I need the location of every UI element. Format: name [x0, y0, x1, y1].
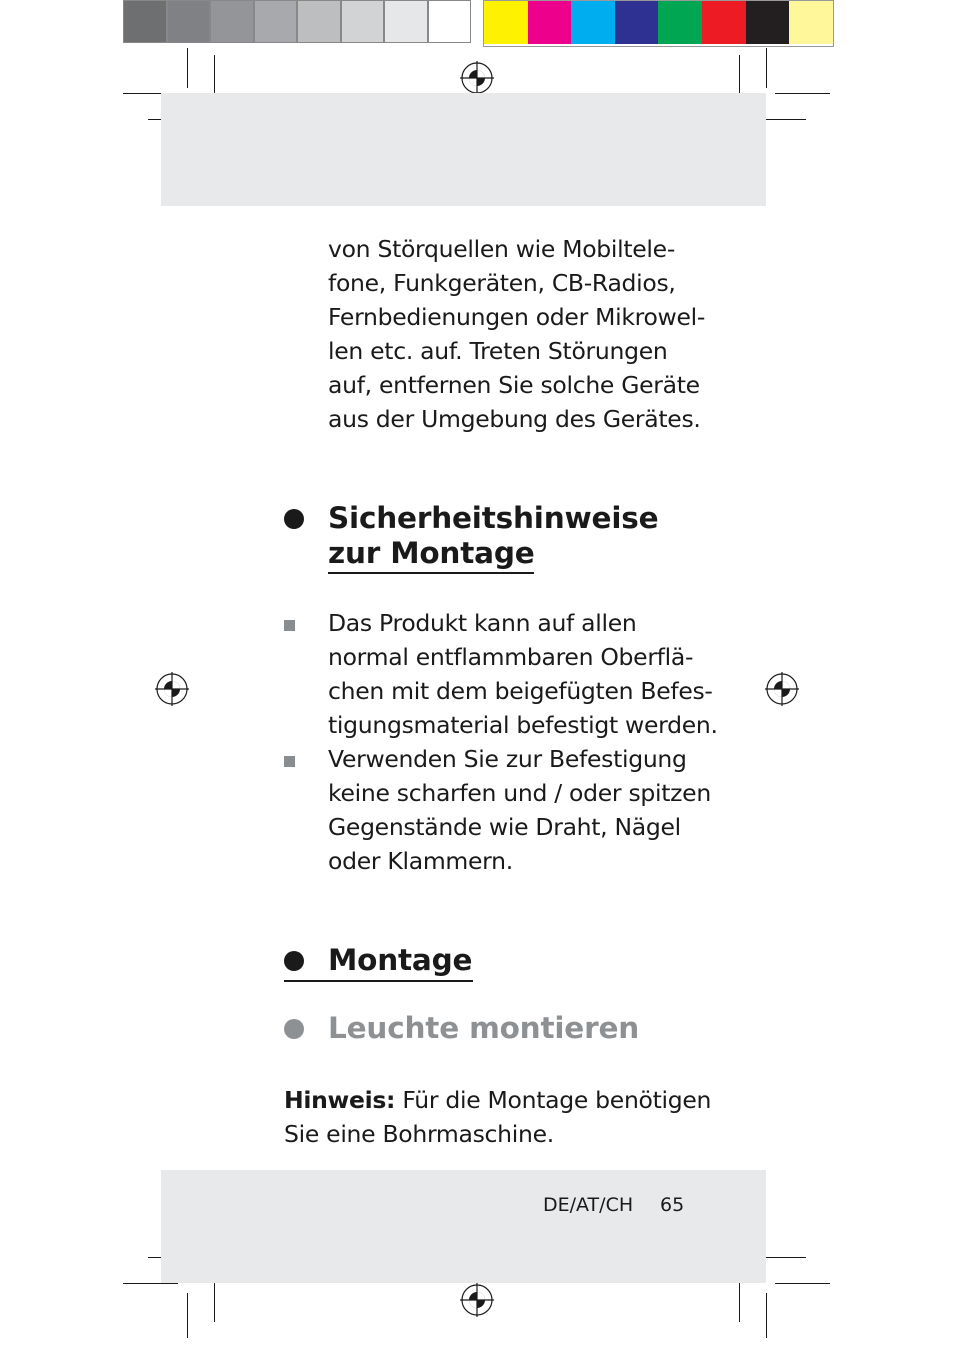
- gray-calibration-bar: [123, 0, 471, 45]
- gray-swatch: [167, 0, 211, 43]
- crop-mark: [775, 93, 830, 94]
- crop-mark: [739, 1277, 740, 1322]
- color-swatch: [571, 1, 615, 44]
- crosshair-circle-icon: [460, 1283, 494, 1317]
- gray-swatch: [210, 0, 254, 43]
- color-swatch: [789, 1, 833, 44]
- section-bullet-icon: [284, 509, 304, 529]
- color-swatch: [615, 1, 659, 44]
- crop-mark: [775, 1283, 830, 1284]
- color-swatch: [484, 1, 528, 44]
- page-number: 65: [660, 1194, 685, 1216]
- color-swatch: [746, 1, 790, 44]
- crop-mark: [187, 48, 188, 88]
- header-panel: [161, 93, 766, 206]
- note-label: Hinweis:: [284, 1086, 396, 1114]
- list-item: Verwenden Sie zur Befestigung keine scharfen und / oder spitzen Gegenstände wie Draht, Nägel oder Klammern.: [328, 745, 711, 875]
- crop-mark: [123, 1283, 178, 1284]
- footer-region: DE/AT/CH: [543, 1194, 634, 1216]
- gray-swatch: [123, 0, 167, 43]
- gray-swatch: [384, 0, 428, 43]
- gray-swatch: [254, 0, 298, 43]
- note-paragraph: Hinweis: Für die Montage benötigen Sie eine Bohrmaschine.: [284, 1086, 712, 1148]
- crop-mark: [759, 119, 806, 120]
- subsection-bullet-icon: [284, 1019, 304, 1039]
- list-square-icon: [284, 756, 295, 767]
- gray-swatch: [297, 0, 341, 43]
- color-swatch: [658, 1, 702, 44]
- color-swatch: [528, 1, 572, 44]
- color-calibration-bar: [483, 0, 834, 47]
- section-title-montage: Montage: [328, 943, 473, 977]
- footer-panel: [161, 1170, 766, 1283]
- crosshair-circle-icon: [155, 672, 189, 706]
- title-underline: [328, 572, 534, 574]
- crosshair-circle-icon: [765, 672, 799, 706]
- note-text: Für die Montage benötigen: [395, 1086, 712, 1114]
- title-underline: [284, 980, 473, 982]
- section-bullet-icon: [284, 951, 304, 971]
- intro-paragraph: von Störquellen wie Mobiltele- fone, Funkgeräten, CB-Radios, Fernbedienungen oder Mikrowel- len etc. auf. Treten Störungen auf, entfernen Sie solche Geräte aus der Umgebung des Gerätes.: [328, 235, 706, 433]
- crosshair-circle-icon: [460, 61, 494, 95]
- crop-mark: [187, 1293, 188, 1338]
- color-swatch: [702, 1, 746, 44]
- gray-swatch: [341, 0, 385, 43]
- crop-mark: [214, 1277, 215, 1322]
- list-item: Das Produkt kann auf allen normal entflammbaren Oberflä- chen mit dem beigefügten Befes- tigungsmaterial befestigt werden.: [328, 609, 718, 739]
- crop-mark: [759, 1257, 806, 1258]
- list-square-icon: [284, 620, 295, 631]
- crop-mark: [766, 48, 767, 88]
- subsection-title-leuchte: Leuchte montieren: [328, 1011, 640, 1045]
- gray-swatch: [428, 0, 472, 43]
- crop-mark: [766, 1293, 767, 1338]
- section-title-safety: Sicherheitshinweise zur Montage: [328, 501, 659, 570]
